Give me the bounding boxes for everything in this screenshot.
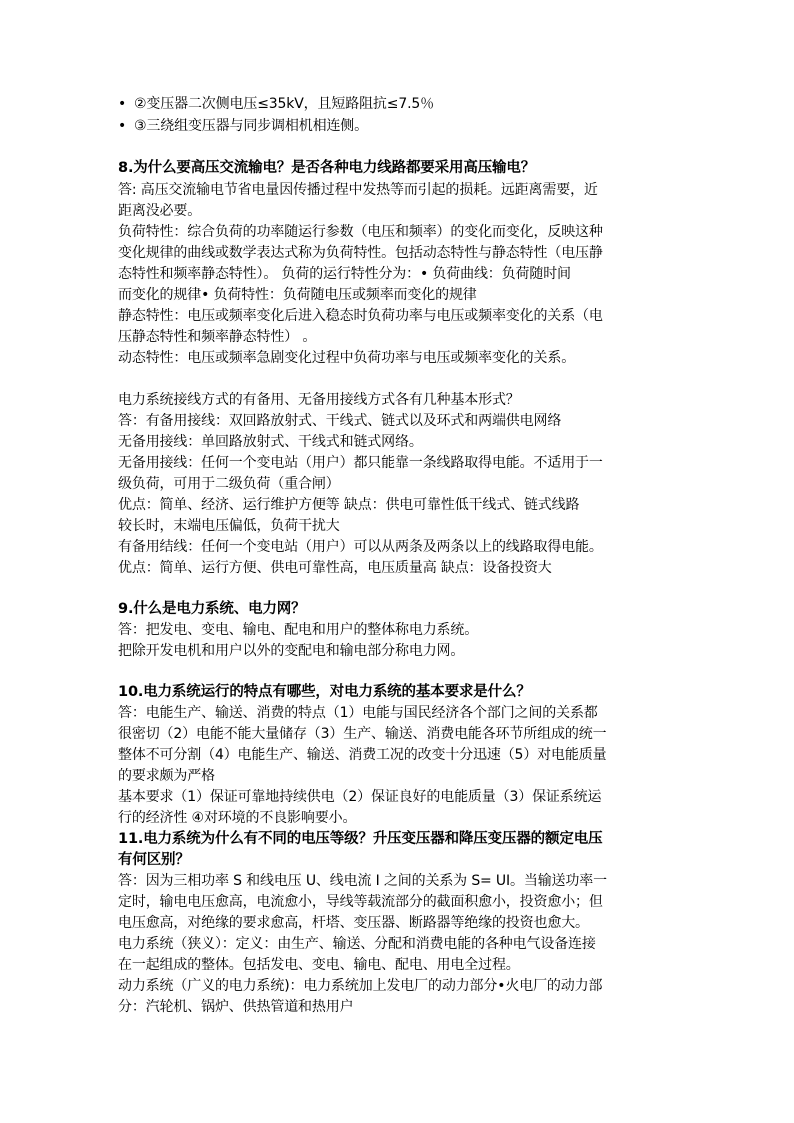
question-heading: 11.电力系统为什么有不同的电压等级？升压变压器和降压变压器的额定电压 [118,831,603,847]
bullet-item: • ③三绕组变压器与同步调相机相连侧。 [118,118,368,134]
paragraph-line: 优点：简单、运行方便、供电可靠性高，电压质量高 缺点：设备投资大 [118,560,552,576]
paragraph-line: 答: 高压交流输电节省电量因传播过程中发热等而引起的损耗。远距离需要，近 [118,182,598,198]
paragraph-line: 而变化的规律• 负荷特性：负荷随电压或频率而变化的规律 [118,287,477,303]
question-heading: 有何区别？ [118,852,190,868]
paragraph-line: 电力系统接线方式的有备用、无备用接线方式各有几种基本形式？ [118,392,520,408]
paragraph-line: 电压愈高，对绝缘的要求愈高，杆塔、变压器、断路器等绝缘的投资也愈大。 [118,915,589,931]
paragraph-line: 答：把发电、变电、输电、配电和用户的整体称电力系统。 [118,622,479,638]
paragraph-line: 变化规律的曲线或数学表达式称为负荷特性。包括动态特性与静态特性（电压静 [118,245,603,261]
paragraph-line: 定时，输电电压愈高，电流愈小，导线等载流部分的截面积愈小，投资愈小；但 [118,894,603,910]
question-heading: 9.什么是电力系统、电力网？ [118,601,306,617]
paragraph-line: 级负荷，可用于二级负荷（重合闸） [118,476,340,492]
paragraph-line: 的要求颇为严格 [118,768,215,784]
paragraph-line: 距离没必要。 [118,203,202,219]
paragraph-line: 电力系统（狭义）：定义：由生产、输送、分配和消费电能的各种电气设备连接 [118,936,596,952]
paragraph-line: 态特性和频率静态特性）。 负荷的运行特性分为：• 负荷曲线：负荷随时间 [118,266,571,282]
paragraph-line: 答：电能生产、输送、消费的特点（1）电能与国民经济各个部门之间的关系都 [118,705,598,721]
paragraph-line: 很密切（2）电能不能大量储存（3）生产、输送、消费电能各环节所组成的统一 [118,726,607,742]
paragraph-line: 优点：简单、经济、运行维护方便等 缺点：供电可靠性低干线式、链式线路 [118,497,580,513]
paragraph-line: 动力系统（广义的电力系统)：电力系统加上发电厂的动力部分•火电厂的动力部 [118,978,603,994]
paragraph-line: 压静态特性和频率静态特性） 。 [118,329,317,345]
paragraph-line: 分：汽轮机、锅炉、供热管道和热用户 [118,999,354,1015]
paragraph-line: 动态特性：电压或频率急剧变化过程中负荷功率与电压或频率变化的关系。 [118,350,576,366]
paragraph-line: 答：有备用接线：双回路放射式、干线式、链式以及环式和两端供电网络 [118,413,562,429]
paragraph-line: 在一起组成的整体。包括发电、变电、输电、配电、用电全过程。 [118,957,520,973]
paragraph-line: 静态特性：电压或频率变化后进入稳态时负荷功率与电压或频率变化的关系（电 [118,308,603,324]
paragraph-line: 无备用接线：单回路放射式、干线式和链式网络。 [118,434,423,450]
paragraph-line: 答：因为三相功率 S 和线电压 U、线电流 I 之间的关系为 S= UI。当输送功率一 [118,873,607,889]
paragraph-line: 较长时，末端电压偏低，负荷干扰大 [118,518,340,534]
paragraph-line: 基本要求（1）保证可靠地持续供电（2）保证良好的电能质量（3）保证系统运 [118,789,602,805]
paragraph-line: 负荷特性：综合负荷的功率随运行参数（电压和频率）的变化而变化，反映这种 [118,224,603,240]
question-heading: 8.为什么要高压交流输电？是否各种电力线路都要采用高压输电？ [118,160,536,176]
bullet-item: • ②变压器二次侧电压≤35kV，且短路阻抗≤7.5％ [118,96,435,112]
paragraph-line: 行的经济性 ④对环境的不良影响要小。 [118,810,357,826]
paragraph-line: 无备用接线：任何一个变电站（用户）都只能靠一条线路取得电能。不适用于一 [118,455,603,471]
paragraph-line: 把除开发电机和用户以外的变配电和输电部分称电力网。 [118,643,465,659]
paragraph-line: 整体不可分割（4）电能生产、输送、消费工况的改变十分迅速（5）对电能质量 [118,747,607,763]
paragraph-line: 有备用结线：任何一个变电站（用户）可以从两条及两条以上的线路取得电能。 [118,539,603,555]
question-heading: 10.电力系统运行的特点有哪些，对电力系统的基本要求是什么？ [118,684,531,700]
